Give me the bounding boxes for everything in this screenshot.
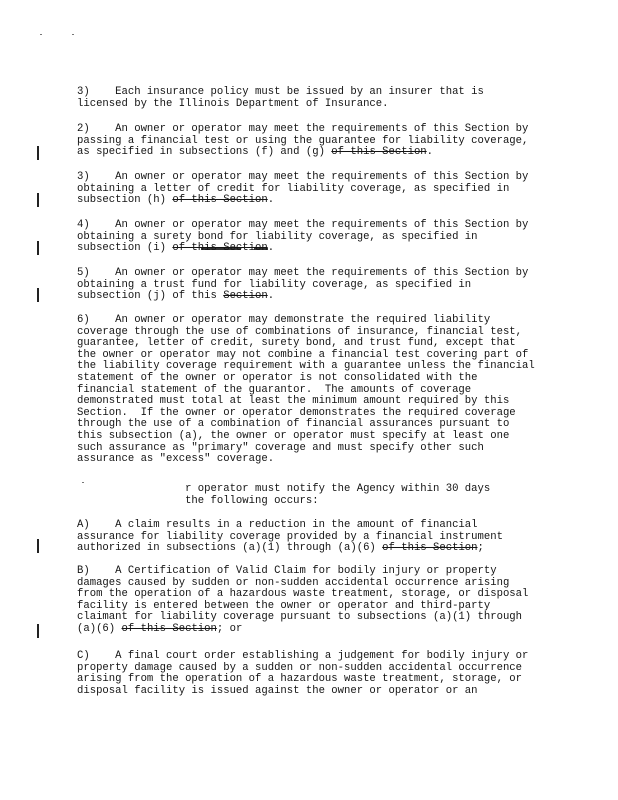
text-run: .: [267, 242, 275, 255]
text-run: 3) An owner or operator may meet the requirements of this Section by: [77, 171, 529, 183]
paragraph: [77, 315, 547, 466]
change-bar: [37, 241, 39, 255]
text-run: this subsection (a), the owner or operator must specify at least one: [77, 429, 510, 442]
text-line: [77, 686, 547, 698]
text-line: [77, 243, 547, 255]
text-run: assurance as "excess" coverage.: [77, 453, 275, 466]
text-run: damages caused by sudden or non-sudden accidental occurrence arising: [77, 576, 510, 589]
text-run: B) A Certification of Valid Claim for bodily injury or property: [77, 565, 497, 577]
text-run: guarantee, letter of credit, surety bond, and trust fund, except that: [77, 337, 516, 350]
text-run: financial statement of the guarantor. The amounts of coverage: [77, 383, 472, 396]
text-line: [77, 99, 547, 111]
paragraph: [77, 566, 547, 636]
text-run: .: [267, 290, 275, 303]
text-run: property damage caused by a sudden or non-sudden accidental occurrence: [77, 661, 523, 674]
text-run: through the use of a combination of financial assurances pursuant to: [77, 418, 510, 431]
text-run: facility is entered between the owner or operator and third-party: [77, 599, 491, 612]
text-run: as specified in subsections (f) and (g): [77, 146, 332, 159]
change-bar: [37, 146, 39, 160]
text-run: such assurance as "primary" coverage and must specify other such: [77, 441, 484, 454]
text-run: from the operation of a hazardous waste treatment, storage, or disposal: [77, 588, 529, 601]
text-run: Section. If the owner or operator demonstrates the required coverage: [77, 406, 516, 419]
text-line: [77, 543, 547, 555]
text-run: obtaining a surety bond for liability coverage, as specified in: [77, 230, 478, 243]
text-run: 4) An owner or operator may meet the requirements of this Section by: [77, 219, 529, 231]
scan-speck: [72, 34, 74, 35]
text-line: [77, 496, 547, 508]
text-run: obtaining a letter of credit for liability coverage, as specified in: [77, 182, 510, 195]
text-run: subsection (i): [77, 242, 173, 255]
paragraph: [77, 87, 547, 110]
change-bar: [37, 288, 39, 302]
text-run: C) A final court order establishing a judgement for bodily injury or: [77, 650, 529, 662]
text-run: A) A claim results in a reduction in the amount of financial: [77, 519, 478, 531]
paragraph: [77, 520, 547, 555]
text-run: statement of the owner or operator is not consolidated with the: [77, 371, 478, 384]
text-run: the liability coverage requirement with a guarantee unless the financial: [77, 360, 535, 373]
text-line: [77, 291, 547, 303]
text-run: .: [426, 146, 434, 159]
text-line: [77, 195, 547, 207]
struck-text: of this Section: [331, 146, 427, 159]
text-run: 3) Each insurance policy must be issued by an insurer that is: [77, 86, 484, 98]
change-bar: [37, 193, 39, 207]
text-run: 6) An owner or operator may demonstrate the required liability: [77, 314, 491, 326]
change-bar: [37, 624, 39, 638]
text-run: coverage through the use of combinations of insurance, financial test,: [77, 325, 523, 338]
text-run: (a)(6): [77, 622, 122, 635]
text-run: subsection (h): [77, 194, 173, 207]
text-run: the following occurs:: [77, 494, 319, 507]
text-run: disposal facility is issued against the owner or operator or an: [77, 684, 478, 697]
paragraph: [77, 268, 547, 303]
change-bar: [37, 539, 39, 553]
text-run: the owner or operator may not combine a financial test covering part of: [77, 348, 529, 361]
text-run: licensed by the Illinois Department of Insurance.: [77, 97, 389, 110]
text-run: 5) An owner or operator may meet the requirements of this Section by: [77, 267, 529, 279]
struck-text: of this Section: [382, 542, 478, 555]
scan-speck: [40, 34, 42, 35]
paragraph: [77, 484, 547, 507]
text-line: [77, 624, 547, 636]
text-run: assurance for liability coverage provided by a financial instrument: [77, 530, 503, 543]
paragraph: [77, 124, 547, 159]
text-run: claimant for liability coverage pursuant to subsections (a)(1) through: [77, 611, 523, 624]
text-run: demonstrated must total at least the minimum amount required by this: [77, 395, 510, 408]
paragraph: [77, 220, 547, 255]
text-run: obtaining a trust fund for liability coverage, as specified in: [77, 278, 472, 291]
text-run: ; or: [216, 622, 243, 635]
text-line: [77, 147, 547, 159]
text-run: ;: [477, 542, 484, 555]
text-run: 2) An owner or operator may meet the requirements of this Section by: [77, 123, 529, 135]
text-run: arising from the operation of a hazardous waste treatment, storage, or: [77, 673, 523, 686]
text-run: .: [267, 194, 275, 207]
text-run: authorized in subsections (a)(1) through (a)(6): [77, 542, 383, 555]
text-line: [77, 454, 547, 466]
struck-text: Section: [223, 290, 268, 303]
struck-text: of this Section: [172, 194, 268, 207]
paragraph: [77, 172, 547, 207]
text-run: subsection (j) of this: [77, 290, 224, 303]
paragraph: [77, 651, 547, 697]
text-run: passing a financial test or using the guarantee for liability coverage,: [77, 134, 529, 147]
struck-text: of this Section: [172, 242, 268, 255]
struck-text: of this Section: [121, 622, 217, 635]
text-run: r operator must notify the Agency within 30 days: [77, 483, 491, 495]
